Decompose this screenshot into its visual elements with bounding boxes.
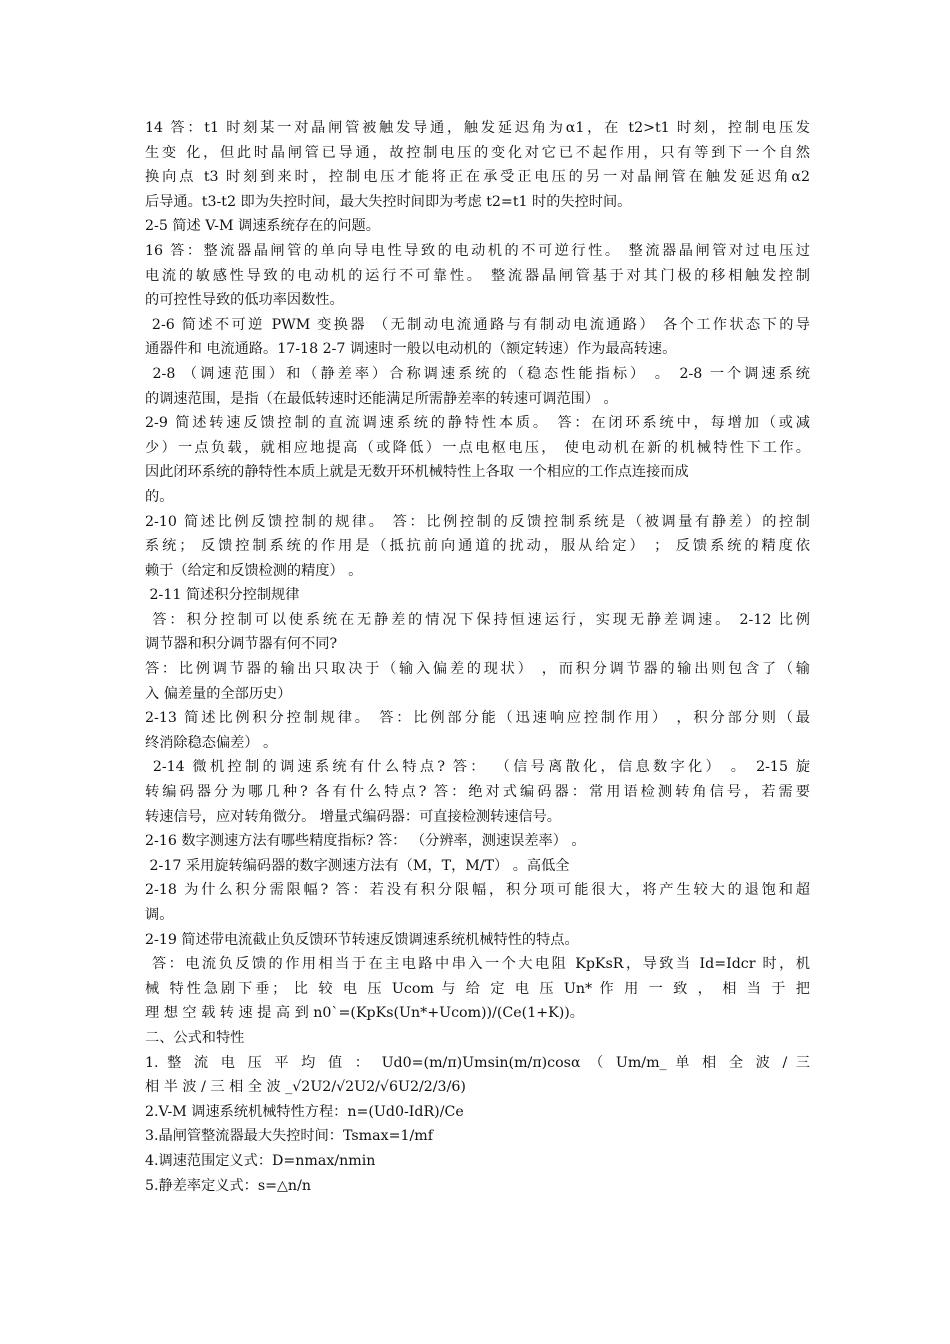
question-heading: 2-5 简述 V-M 调速系统存在的问题。 bbox=[145, 218, 380, 235]
text-line: 答：积分控制可以使系统在无静差的情况下保持恒速运行，实现无静差调速。 2-12 比例 bbox=[145, 611, 810, 628]
text-line: 答：电流负反馈的作用相当于在主电路中串入一个大电阻 KpKsR，导致当 Id=Idcr 时，机 bbox=[145, 956, 810, 973]
text-line: 2-8 （调速范围）和（静差率）合称调速系统的（稳态性能指标） 。 2-8 一个调速系统 bbox=[145, 365, 810, 382]
question-heading: 2-11 简述积分控制规律 bbox=[145, 587, 300, 604]
text-line: 2-10 简述比例反馈控制的规律。 答：比例控制的反馈控制系统是（被调量有静差）的控制 bbox=[145, 513, 810, 530]
text-line: 入 偏差量的全部历史） bbox=[145, 685, 292, 702]
formula-line: 3.晶闸管整流器最大失控时间：Tsmax=1/mf bbox=[145, 1128, 433, 1145]
text-line: 械 特性急剧下垂； 比 较 电 压 Ucom 与 给 定 电 压 Un* 作 用 一 致 ， 相 当 于 把 bbox=[145, 980, 810, 997]
text-line: 2-9 简述转速反馈控制的直流调速系统的静特性本质。 答：在闭环系统中，每增加（或减 bbox=[145, 415, 810, 432]
text-line: 少）一点负载，就相应地提高（或降低）一点电枢电压， 使电动机在新的机械特性下工作。 bbox=[145, 439, 810, 456]
text-line: 转编码器分为哪几种? 各有什么特点? 答：绝对式编码器：常用语检测转角信号，若需要 bbox=[145, 784, 810, 801]
text-line: 后导通。t3-t2 即为失控时间，最大失控时间即为考虑 t2=t1 时的失控时间。 bbox=[145, 193, 632, 210]
text-line: 的。 bbox=[145, 488, 174, 505]
text-line: 2-18 为什么积分需限幅? 答：若没有积分限幅，积分项可能很大，将产生较大的退饱和超 bbox=[145, 882, 810, 899]
text-line: 换向点 t3 时刻到来时，控制电压才能将正在承受正电压的另一对晶闸管在触发延迟角α2 bbox=[145, 169, 810, 186]
text-line: 理 想 空 载 转 速 提 高 到 n0`=(KpKs(Un*+Ucom))/(Ce(1+K))。 bbox=[145, 1005, 584, 1022]
text-line: 调节器和积分调节器有何不同? bbox=[145, 636, 338, 653]
formula-line: 相 半 波 / 三 相 全 波 _√2U2/√2U2/√6U2/2/3/6) bbox=[145, 1079, 466, 1096]
text-line: 2-14 微机控制的调速系统有什么特点? 答： （信号离散化，信息数字化） 。 2-15 旋 bbox=[145, 759, 810, 776]
formula-line: 1. 整 流 电 压 平 均 值 ： Ud0=(m/π)Umsin(m/π)cosα （ Um/m_ 单 相 全 波 / 三 bbox=[145, 1054, 810, 1071]
text-line: 2-17 采用旋转编码器的数字测速方法有（M，T，M/T） 。高低全 bbox=[145, 857, 570, 874]
text-line: 2-13 简述比例积分控制规律。 答：比例部分能（迅速响应控制作用） ，积分部分则（最 bbox=[145, 710, 810, 727]
text-line: 通器件和 电流通路。17-18 2-7 调速时一般以电动机的（额定转速）作为最高转速。 bbox=[145, 341, 677, 358]
question-heading: 2-19 简述带电流截止负反馈环节转速反馈调速系统机械特性的特点。 bbox=[145, 931, 579, 948]
text-line: 的可控性导致的低功率因数性。 bbox=[145, 292, 344, 309]
text-line: 14 答：t1 时刻某一对晶闸管被触发导通，触发延迟角为α1，在 t2>t1 时刻，控制电压发 bbox=[145, 120, 810, 136]
text-line: 电流的敏感性导致的电动机的运行不可靠性。 整流器晶闸管基于对其门极的移相触发控制 bbox=[145, 267, 810, 284]
document-page bbox=[145, 116, 810, 1198]
text-line: 的调速范围，是指（在最低转速时还能满足所需静差率的转速可调范围） 。 bbox=[145, 390, 618, 407]
text-line: 2-6 简述不可逆 PWM 变换器 （无制动电流通路与有制动电流通路） 各个工作状态下的导 bbox=[145, 316, 810, 333]
text-line: 转速信号，应对转角微分。 增量式编码器：可直接检测转速信号。 bbox=[145, 808, 561, 825]
text-line: 终消除稳态偏差） 。 bbox=[145, 734, 278, 751]
formula-line: 4.调速范围定义式：D=nmax/nmin bbox=[145, 1152, 376, 1169]
text-line: 答：比例调节器的输出只取决于（输入偏差的现状） ，而积分调节器的输出则包含了（输 bbox=[145, 661, 810, 678]
text-line: 系统； 反馈控制系统的作用是（抵抗前向通道的扰动，服从给定） ； 反馈系统的精度依 bbox=[145, 538, 810, 555]
formula-line: 2.V-M 调速系统机械特性方程：n=(Ud0-IdR)/Ce bbox=[145, 1103, 464, 1120]
text-line: 16 答：整流器晶闸管的单向导电性导致的电动机的不可逆行性。 整流器晶闸管对过电压过 bbox=[145, 242, 810, 259]
text-line: 因此闭环系统的静特性本质上就是无数开环机械特性上各取 一个相应的工作点连接而成 bbox=[145, 464, 689, 481]
text-line: 调。 bbox=[145, 907, 174, 923]
formula-line: 5.静差率定义式：s=△n/n bbox=[145, 1177, 311, 1194]
text-line: 生变 化，但此时晶闸管已导通，故控制电压的变化对它已不起作用，只有等到下一个自然 bbox=[145, 144, 810, 161]
section-heading: 二、公式和特性 bbox=[145, 1029, 245, 1046]
text-line: 赖于（给定和反馈检测的精度） 。 bbox=[145, 562, 363, 579]
text-line: 2-16 数字测速方法有哪些精度指标? 答： （分辨率，测速误差率） 。 bbox=[145, 833, 586, 850]
